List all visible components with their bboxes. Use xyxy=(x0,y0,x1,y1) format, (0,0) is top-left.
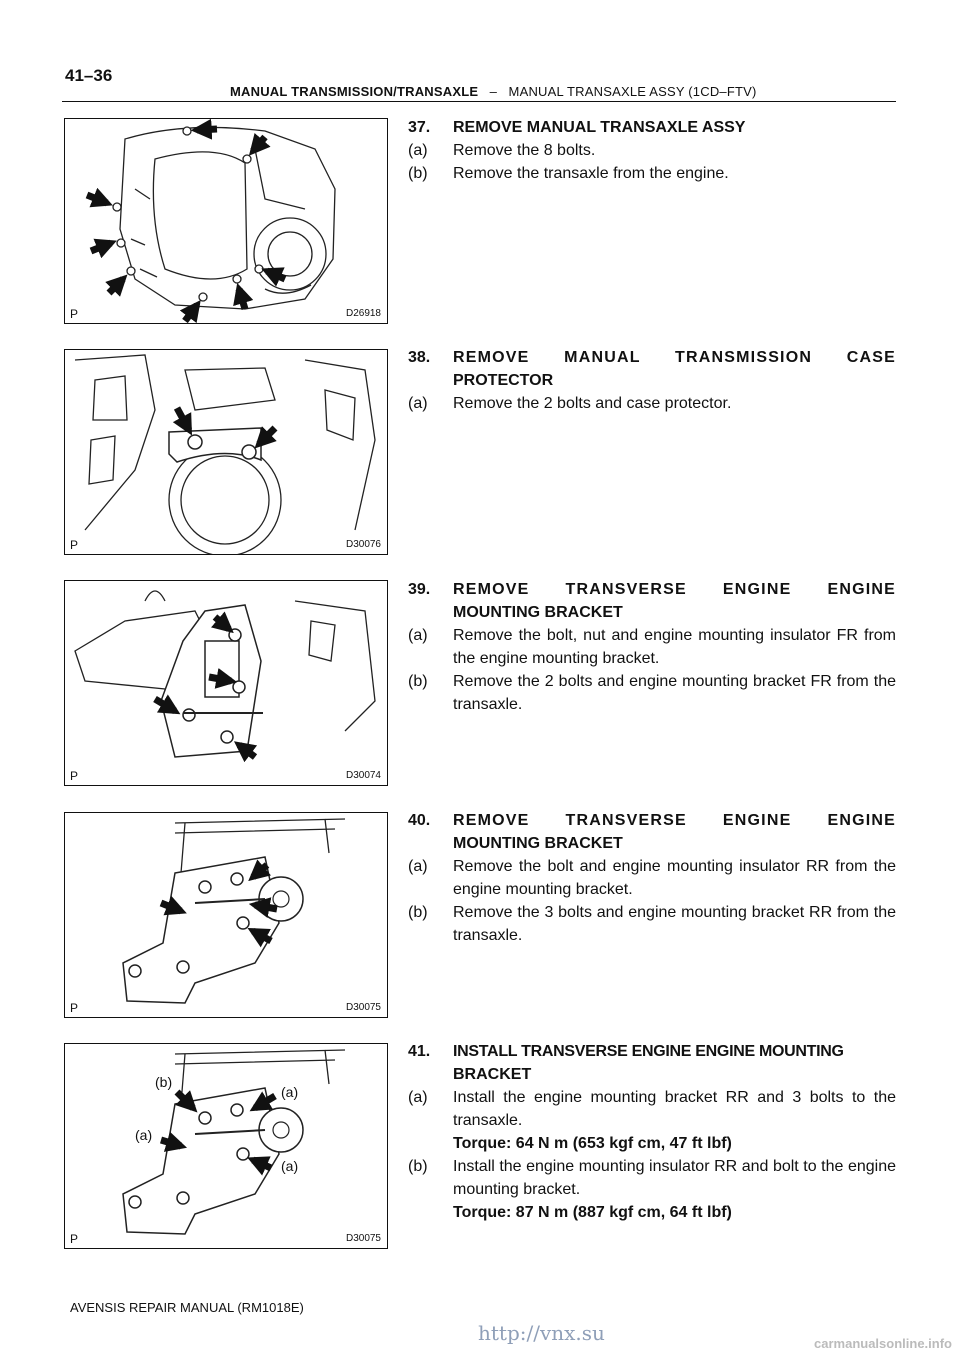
step-38 xyxy=(408,346,896,415)
step-title-text: INSTALL TRANSVERSE ENGINE ENGINE MOUNTING xyxy=(453,1043,844,1060)
callout-b: (b) xyxy=(155,1074,173,1090)
figure-bracket-rr xyxy=(64,812,388,1018)
step-item: (a) Remove the bolt, nut and engine mounting insulator FR from the engine mounting bracket. xyxy=(408,627,896,667)
callout-a-lower: (a) xyxy=(281,1158,299,1174)
figure-code: D30076 xyxy=(345,539,381,550)
page-header xyxy=(230,84,757,99)
callout-a-left: (a) xyxy=(135,1127,153,1143)
step-title-text: REMOVE MANUAL TRANSAXLE ASSY xyxy=(453,119,746,136)
step-title-text: REMOVE MANUAL TRANSMISSION CASE xyxy=(453,349,896,366)
step-number: 40. xyxy=(408,812,431,829)
step-title xyxy=(408,116,896,139)
header-section: MANUAL TRANSMISSION/TRANSAXLE xyxy=(230,84,479,99)
step-number: 37. xyxy=(408,119,431,136)
footer-manual-name: AVENSIS REPAIR MANUAL (RM1018E) xyxy=(70,1300,304,1315)
figure-p-label: P xyxy=(70,769,79,783)
callout-a-upper: (a) xyxy=(281,1084,299,1100)
figure-bracket-rr-install xyxy=(64,1043,388,1249)
page-number: 41–36 xyxy=(65,66,113,85)
step-title xyxy=(408,809,896,832)
header-rule xyxy=(62,101,896,102)
step-item: (a) Install the engine mounting bracket RR and 3 bolts to the transaxle. xyxy=(408,1089,896,1129)
step-number: 39. xyxy=(408,581,431,598)
step-title-continued: BRACKET xyxy=(453,1066,532,1083)
step-title xyxy=(408,578,896,601)
figure-bracket-fr xyxy=(64,580,388,786)
figure-code: D26918 xyxy=(345,308,381,319)
step-37 xyxy=(408,116,896,185)
step-item: (b) Remove the transaxle from the engine. xyxy=(408,165,729,182)
step-item: (a) Remove the 8 bolts. xyxy=(408,142,596,159)
step-item: (a) Remove the 2 bolts and case protector. xyxy=(408,395,732,412)
step-39 xyxy=(408,578,896,716)
bracket-fr-illustration xyxy=(65,581,388,786)
step-item: (a) Remove the bolt and engine mounting insulator RR from the engine mounting bracket. xyxy=(408,858,896,898)
header-separator: – xyxy=(489,84,498,99)
figure-p-label: P xyxy=(70,307,79,321)
case-protector-illustration xyxy=(65,350,388,555)
figure-p-label: P xyxy=(70,538,79,552)
step-item: (b) Install the engine mounting insulator RR and bolt to the engine mounting bracket. xyxy=(408,1158,896,1198)
figure-code: D30075 xyxy=(345,1002,381,1013)
transaxle-housing-illustration xyxy=(65,119,388,324)
step-title-text: REMOVE TRANSVERSE ENGINE ENGINE xyxy=(453,581,896,598)
step-title xyxy=(408,346,896,369)
figure-p-label: P xyxy=(70,1001,79,1015)
figure-transaxle-bolts xyxy=(64,118,388,324)
step-item: (b) Remove the 3 bolts and engine mounting bracket RR from the transaxle. xyxy=(408,904,896,944)
torque-spec: Torque: 87 N m (887 kgf cm, 64 ft lbf) xyxy=(453,1204,732,1221)
step-41 xyxy=(408,1040,896,1224)
torque-spec: Torque: 64 N m (653 kgf cm, 47 ft lbf) xyxy=(453,1135,732,1152)
watermark-link[interactable]: http://vnx.su xyxy=(478,1321,605,1345)
figure-code: D30075 xyxy=(345,1233,381,1244)
step-title-text: REMOVE TRANSVERSE ENGINE ENGINE xyxy=(453,812,896,829)
bracket-rr-install-illustration xyxy=(65,1044,388,1249)
step-number: 38. xyxy=(408,349,431,366)
figure-p-label: P xyxy=(70,1232,79,1246)
step-title xyxy=(408,1040,896,1063)
bracket-rr-illustration xyxy=(65,813,388,1018)
step-40 xyxy=(408,809,896,947)
figure-code: D30074 xyxy=(345,770,381,781)
step-title-continued: MOUNTING BRACKET xyxy=(453,604,623,621)
step-title-continued: MOUNTING BRACKET xyxy=(453,835,623,852)
credit-watermark: carmanualsonline.info xyxy=(814,1336,952,1351)
step-title-continued: PROTECTOR xyxy=(453,372,554,389)
header-subsection: MANUAL TRANSAXLE ASSY (1CD–FTV) xyxy=(508,84,757,99)
step-number: 41. xyxy=(408,1043,431,1060)
step-item: (b) Remove the 2 bolts and engine mounting bracket FR from the transaxle. xyxy=(408,673,896,713)
figure-case-protector xyxy=(64,349,388,555)
